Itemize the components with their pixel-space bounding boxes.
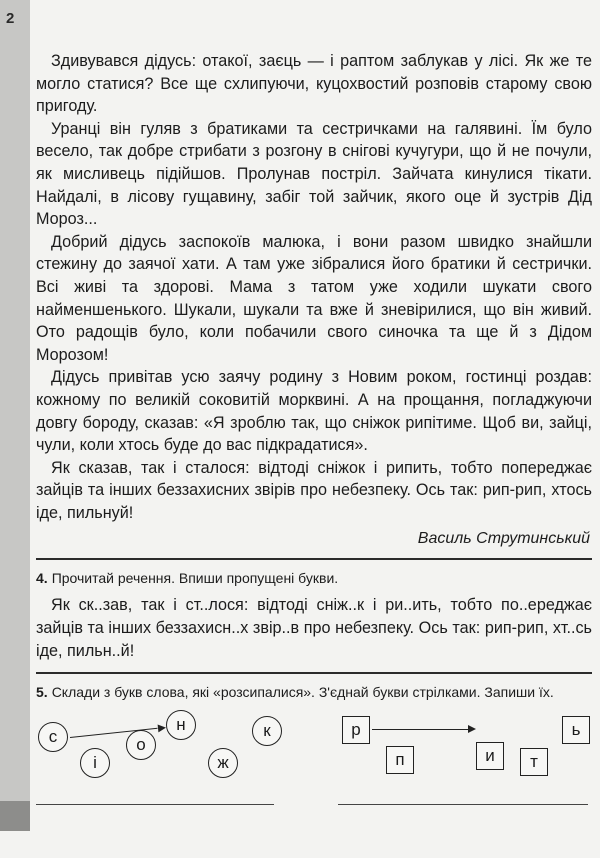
story-paragraph: Уранці він гуляв з братиками та сестричками на галявині. Їм було весело, так добре стрибати з розгону в снігові кучугури, що й не почули, як мисливець підійшов. Пролунав постріл. Зайчата кинулися тікати. Найдалі, в лісову гущавину, забіг той зайчик, якого оце й зустрів Дід Мороз... bbox=[36, 119, 592, 229]
story-paragraph: Добрий дідусь заспокоїв малюка, і вони разом швидко знайшли стежину до заячої хати. А там уже зібралися його братики й сестрички. Всі живі та здорові. Мама з татом уже ходили шукати свого найменшенького. Шукали, шукали та вже й зневірилися, що він живий. Ото радощів було, коли побачили свого синочка та ще й з Дідом Морозом! bbox=[36, 232, 592, 364]
task4-title bbox=[36, 570, 592, 586]
letter-circle[interactable]: о bbox=[126, 730, 156, 760]
letter-circle[interactable]: і bbox=[80, 748, 110, 778]
task5-letters-area bbox=[36, 708, 592, 858]
letter-square[interactable]: т bbox=[520, 748, 548, 776]
story-paragraph: Здивувався дідусь: отакої, заєць — і раптом заблукав у лісі. Як же те могло статися? Все ще схлипуючи, куцохвостий розповів старому свою пригоду. bbox=[36, 52, 592, 116]
letter-circle[interactable]: к bbox=[252, 716, 282, 746]
story-paragraph: Як сказав, так і сталося: відтоді сніжок і рипить, тобто попереджає зайців та інших беззахисних звірів про небезпеку. Ось так: рип-рип, хтось іде, пильнуй! bbox=[36, 458, 592, 522]
letter-square[interactable]: ь bbox=[562, 716, 590, 744]
section-divider bbox=[36, 558, 592, 560]
example-arrow-head-icon bbox=[158, 724, 167, 733]
story-author: Василь Струтинський bbox=[417, 530, 590, 548]
answer-line-1[interactable] bbox=[36, 804, 274, 805]
letter-circle[interactable]: с bbox=[38, 722, 68, 752]
page-side-strip-marker bbox=[0, 801, 30, 831]
story-paragraph: Дідусь привітав усю заячу родину з Новим роком, гостинці роздав: кожному по великій соковитій морквині. А на прощання, погладжуючи довгу бороду, сказав: «Я зроблю так, що сніжок рипітиме. Щоб ви, зайці, чули, коли хтось буде до вас підкрадатися». bbox=[36, 368, 592, 455]
page-side-strip bbox=[0, 0, 30, 831]
task5-number: 5. bbox=[36, 684, 48, 701]
task4-number: 4. bbox=[36, 570, 48, 587]
letter-circle[interactable]: ж bbox=[208, 748, 238, 778]
story-text bbox=[36, 50, 592, 524]
example-arrow-line bbox=[372, 729, 470, 730]
example-arrow-head-icon bbox=[468, 725, 476, 733]
answer-line-2[interactable] bbox=[338, 804, 588, 805]
letter-circle[interactable]: н bbox=[166, 710, 196, 740]
page-content bbox=[36, 50, 592, 858]
letter-square[interactable]: р bbox=[342, 716, 370, 744]
task5-instruction: Склади з букв слова, які «розсипалися». З'єднай букви стрілками. Запиши їх. bbox=[51, 684, 554, 701]
task5-title bbox=[36, 684, 592, 700]
section-divider bbox=[36, 672, 592, 674]
letter-square[interactable]: п bbox=[386, 746, 414, 774]
letter-square[interactable]: и bbox=[476, 742, 504, 770]
task4-sentence[interactable]: Як ск..зав, так і ст..лося: відтоді сніж..к і ри..ить, тобто по..ереджає зайців та інших беззахисн..х звір..в про небезпеку. Ось так: рип-рип, хт..сь іде, пильн..й! bbox=[36, 596, 592, 660]
task4-instruction: Прочитай речення. Впиши пропущені букви. bbox=[51, 570, 339, 587]
page-number: 2 bbox=[6, 10, 15, 27]
